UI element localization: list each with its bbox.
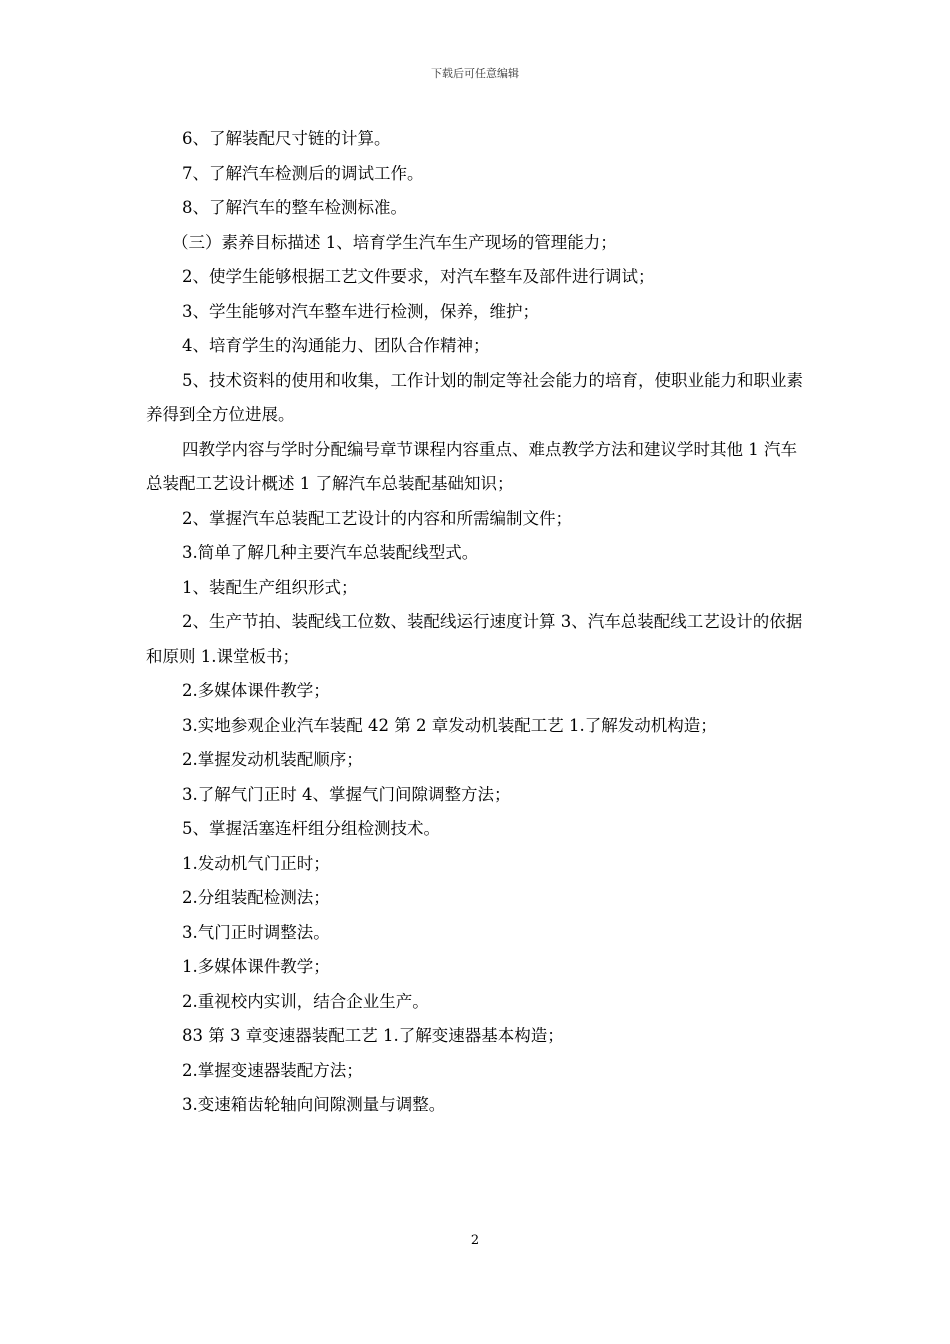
- paragraph: （三）素养目标描述 1、培育学生汽车生产现场的管理能力；: [172, 232, 617, 252]
- paragraph: 2、掌握汽车总装配工艺设计的内容和所需编制文件；: [182, 508, 572, 528]
- paragraph: 8、了解汽车的整车检测标准。: [182, 198, 407, 217]
- paragraph: 2.分组装配检测法；: [182, 888, 330, 907]
- paragraph: 1、装配生产组织形式；: [182, 577, 358, 597]
- page-number: 2: [470, 1233, 480, 1248]
- paragraph: 2、使学生能够根据工艺文件要求，对汽车整车及部件进行调试；: [182, 267, 655, 286]
- paragraph: 2.掌握变速器装配方法；: [182, 1060, 363, 1080]
- paragraph: 3.气门正时调整法。: [182, 922, 330, 942]
- paragraph: 6、了解装配尺寸链的计算。: [182, 129, 391, 148]
- paragraph: 3.变速箱齿轮轴向间隙测量与调整。: [182, 1095, 446, 1114]
- document-body: [146, 122, 806, 1123]
- paragraph: 3、学生能够对汽车整车进行检测，保养，维护；: [182, 301, 539, 321]
- paragraph: 四教学内容与学时分配编号章节课程内容重点、难点教学方法和建议学时其他 1 汽车总装配工艺设计概述 1 了解汽车总装配基础知识；: [146, 439, 797, 493]
- paragraph: 3.实地参观企业汽车装配 42 第 2 章发动机装配工艺 1.了解发动机构造；: [182, 715, 717, 735]
- paragraph: 2.多媒体课件教学；: [182, 681, 330, 700]
- paragraph: 3.简单了解几种主要汽车总装配线型式。: [182, 543, 479, 562]
- paragraph: 5、掌握活塞连杆组分组检测技术。: [182, 819, 440, 838]
- paragraph: 1.多媒体课件教学；: [182, 957, 330, 976]
- paragraph: 4、培育学生的沟通能力、团队合作精神；: [182, 336, 490, 355]
- paragraph: 2.掌握发动机装配顺序；: [182, 750, 363, 769]
- paragraph: 3.了解气门正时 4、掌握气门间隙调整方法；: [182, 784, 511, 804]
- paragraph: 7、了解汽车检测后的调试工作。: [182, 163, 424, 183]
- paragraph: 83 第 3 章变速器装配工艺 1.了解变速器基本构造；: [182, 1026, 564, 1045]
- paragraph: 1.发动机气门正时；: [182, 853, 330, 873]
- paragraph: 5、技术资料的使用和收集，工作计划的制定等社会能力的培育，使职业能力和职业素养得到全方位进展。: [146, 370, 803, 424]
- page-header: 下载后可任意编辑: [431, 67, 519, 80]
- paragraph: 2、生产节拍、装配线工位数、装配线运行速度计算 3、汽车总装配线工艺设计的依据和原则 1.课堂板书；: [146, 612, 803, 666]
- paragraph: 2.重视校内实训，结合企业生产。: [182, 991, 429, 1011]
